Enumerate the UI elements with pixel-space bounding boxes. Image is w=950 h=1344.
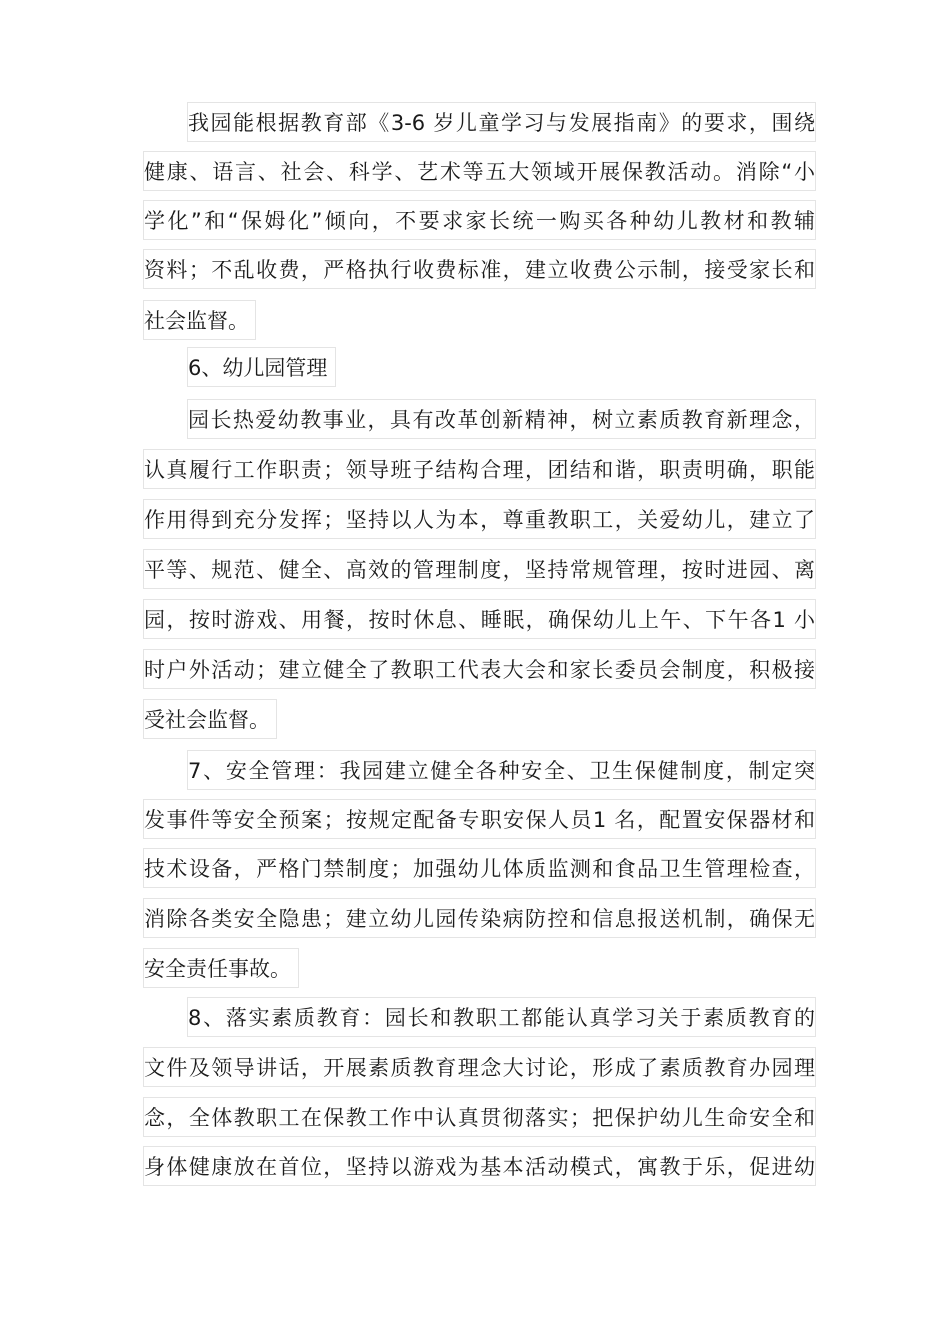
paragraph-3-line-2: 发事件等安全预案；按规定配备专职安保人员1 名，配置安保器材和 (143, 799, 816, 839)
paragraph-4-line-3: 念，全体教职工在保教工作中认真贯彻落实；把保护幼儿生命安全和 (143, 1097, 816, 1137)
paragraph-3-line-4: 消除各类安全隐患；建立幼儿园传染病防控和信息报送机制，确保无 (143, 898, 816, 938)
paragraph-1-line-1: 我园能根据教育部《3-6 岁儿童学习与发展指南》的要求，围绕 (187, 102, 816, 142)
paragraph-2-line-1: 园长热爱幼教事业，具有改革创新精神，树立素质教育新理念， (187, 399, 816, 439)
paragraph-3-line-1: 7、安全管理：我园建立健全各种安全、卫生保健制度，制定突 (187, 750, 816, 790)
paragraph-2-line-3: 作用得到充分发挥；坚持以人为本，尊重教职工，关爱幼儿，建立了 (143, 499, 816, 539)
paragraph-1-line-2: 健康、语言、社会、科学、艺术等五大领域开展保教活动。消除“小 (143, 151, 816, 191)
paragraph-2-line-7: 受社会监督。 (143, 699, 277, 739)
paragraph-3-line-3: 技术设备，严格门禁制度；加强幼儿体质监测和食品卫生管理检查， (143, 848, 816, 888)
paragraph-1-line-4: 资料；不乱收费，严格执行收费标准，建立收费公示制，接受家长和 (143, 249, 816, 289)
paragraph-1-line-3: 学化”和“保姆化”倾向，不要求家长统一购买各种幼儿教材和教辅 (143, 200, 816, 240)
paragraph-4-line-1: 8、落实素质教育：园长和教职工都能认真学习关于素质教育的 (187, 997, 816, 1037)
section-heading-6: 6、幼儿园管理 (187, 347, 336, 387)
paragraph-2-line-6: 时户外活动；建立健全了教职工代表大会和家长委员会制度，积极接 (143, 649, 816, 689)
paragraph-3-line-5: 安全责任事故。 (143, 948, 299, 988)
paragraph-1-line-5: 社会监督。 (143, 300, 256, 340)
paragraph-4-line-2: 文件及领导讲话，开展素质教育理念大讨论，形成了素质教育办园理 (143, 1047, 816, 1087)
paragraph-2-line-4: 平等、规范、健全、高效的管理制度，坚持常规管理，按时进园、离 (143, 549, 816, 589)
paragraph-4-line-4: 身体健康放在首位，坚持以游戏为基本活动模式，寓教于乐，促进幼 (143, 1146, 816, 1186)
paragraph-2-line-5: 园，按时游戏、用餐，按时休息、睡眠，确保幼儿上午、下午各1 小 (143, 599, 816, 639)
paragraph-2-line-2: 认真履行工作职责；领导班子结构合理，团结和谐，职责明确，职能 (143, 449, 816, 489)
